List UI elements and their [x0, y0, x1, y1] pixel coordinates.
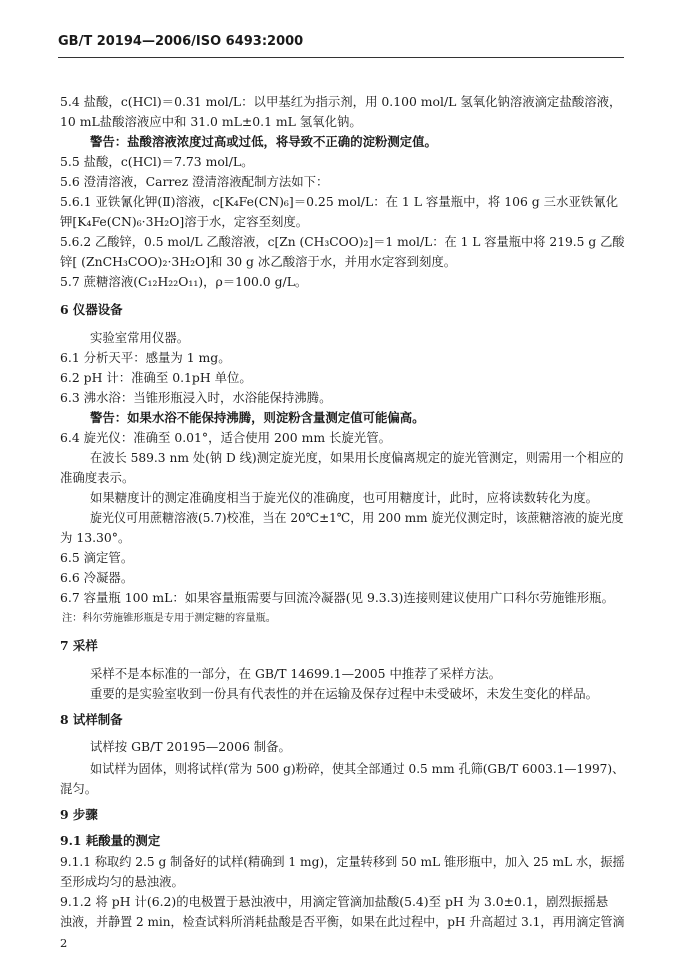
body-line: 6.2 pH 计：准确至 0.1pH 单位。 [60, 370, 252, 385]
body-line: 6.5 滴定管。 [60, 550, 134, 565]
body-line: 重要的是实验室收到一份具有代表性的并在运输及保存过程中未受破坏，未发生变化的样品。 [90, 686, 599, 701]
body-line: 为 13.30°。 [60, 530, 131, 545]
body-line: 6.3 沸水浴：当锥形瓶浸入时，水浴能保持沸腾。 [60, 390, 332, 405]
body-line: 如试样为固体，则将试样(常为 500 g)粉碎，使其全部通过 0.5 mm 孔筛(GB/T 6003.1—1997)、 [90, 761, 625, 776]
body-line: 10 mL盐酸溶液应中和 31.0 mL±0.1 mL 氢氧化钠。 [60, 114, 362, 129]
body-line: 9.1.2 将 pH 计(6.2)的电极置于悬浊液中，用滴定管滴加盐酸(5.4)至 pH 为 3.0±0.1，剧烈振摇悬 [60, 894, 609, 909]
body-line: 实验室常用仪器。 [90, 330, 190, 345]
body-line: 锌[ (ZnCH₃COO)₂·3H₂O]和 30 g 冰乙酸溶于水，并用水定容到刻度。 [60, 254, 457, 269]
body-line: 6.4 旋光仪：准确至 0.01°，适合使用 200 mm 长旋光管。 [60, 430, 391, 445]
section-heading: 9 步骤 [60, 807, 98, 822]
body-line: 6.6 冷凝器。 [60, 570, 134, 585]
body-line: 采样不是本标准的一部分，在 GB/T 14699.1—2005 中推荐了采样方法。 [90, 666, 502, 681]
header-rule [58, 57, 624, 58]
warning-line: 警告：盐酸溶液浓度过高或过低，将导致不正确的淀粉测定值。 [90, 134, 437, 149]
body-line: 5.6.1 亚铁氰化钾(Ⅱ)溶液，c[K₄Fe(CN)₆]＝0.25 mol/L：在 1 L 容量瓶中，将 106 g 三水亚铁氰化 [60, 194, 619, 209]
body-line: 6.7 容量瓶 100 mL：如果容量瓶需要与回流冷凝器(见 9.3.3)连接则建议使用广口科尔劳施锥形瓶。 [60, 590, 614, 605]
body-line: 旋光仪可用蔗糖溶液(5.7)校准，当在 20℃±1℃，用 200 mm 旋光仪测定时，该蔗糖溶液的旋光度 [90, 510, 624, 525]
section-heading: 6 仪器设备 [60, 302, 123, 317]
body-line: 钾[K₄Fe(CN)₆·3H₂O]溶于水，定容至刻度。 [60, 214, 309, 229]
subsection-heading: 9.1 耗酸量的测定 [60, 833, 161, 848]
body-line: 准确度表示。 [60, 470, 135, 485]
section-heading: 8 试样制备 [60, 712, 123, 727]
document-header: GB/T 20194—2006/ISO 6493:2000 [58, 34, 304, 49]
body-line: 6.1 分析天平：感量为 1 mg。 [60, 350, 231, 365]
body-line: 5.4 盐酸，c(HCl)＝0.31 mol/L：以甲基红为指示剂，用 0.100 mol/L 氢氧化钠溶液滴定盐酸溶液， [60, 94, 622, 109]
page-number: 2 [60, 936, 68, 950]
section-heading: 7 采样 [60, 638, 98, 653]
body-line: 9.1.1 称取约 2.5 g 制备好的试样(精确到 1 mg)，定量转移到 50 mL 锥形瓶中，加入 25 mL 水，振摇 [60, 854, 625, 869]
note-line: 注：科尔劳施锥形瓶是专用于测定糖的容量瓶。 [62, 613, 276, 624]
body-line: 试样按 GB/T 20195—2006 制备。 [90, 739, 291, 754]
body-line: 混匀。 [60, 781, 98, 796]
warning-line: 警告：如果水浴不能保持沸腾，则淀粉含量测定值可能偏高。 [90, 410, 425, 425]
body-line: 5.7 蔗糖溶液(C₁₂H₂₂O₁₁)，ρ＝100.0 g/L。 [60, 274, 308, 289]
body-line: 至形成均匀的悬浊液。 [60, 874, 184, 889]
body-line: 5.6 澄清溶液，Carrez 澄清溶液配制方法如下： [60, 174, 329, 189]
body-line: 浊液，并静置 2 min，检查试料所消耗盐酸是否平衡，如果在此过程中，pH 升高超过 3.1，再用滴定管滴 [60, 914, 625, 929]
body-line: 5.6.2 乙酸锌，0.5 mol/L 乙酸溶液，c[Zn (CH₃COO)₂]＝1 mol/L：在 1 L 容量瓶中将 219.5 g 乙酸 [60, 234, 625, 249]
body-line: 在波长 589.3 nm 处(钠 D 线)测定旋光度，如果用长度偏离规定的旋光管测定，则需用一个相应的 [90, 450, 624, 465]
body-line: 如果糖度计的测定准确度相当于旋光仪的准确度，也可用糖度计，此时，应将读数转化为度。 [90, 490, 599, 505]
body-line: 5.5 盐酸，c(HCl)＝7.73 mol/L。 [60, 154, 254, 169]
